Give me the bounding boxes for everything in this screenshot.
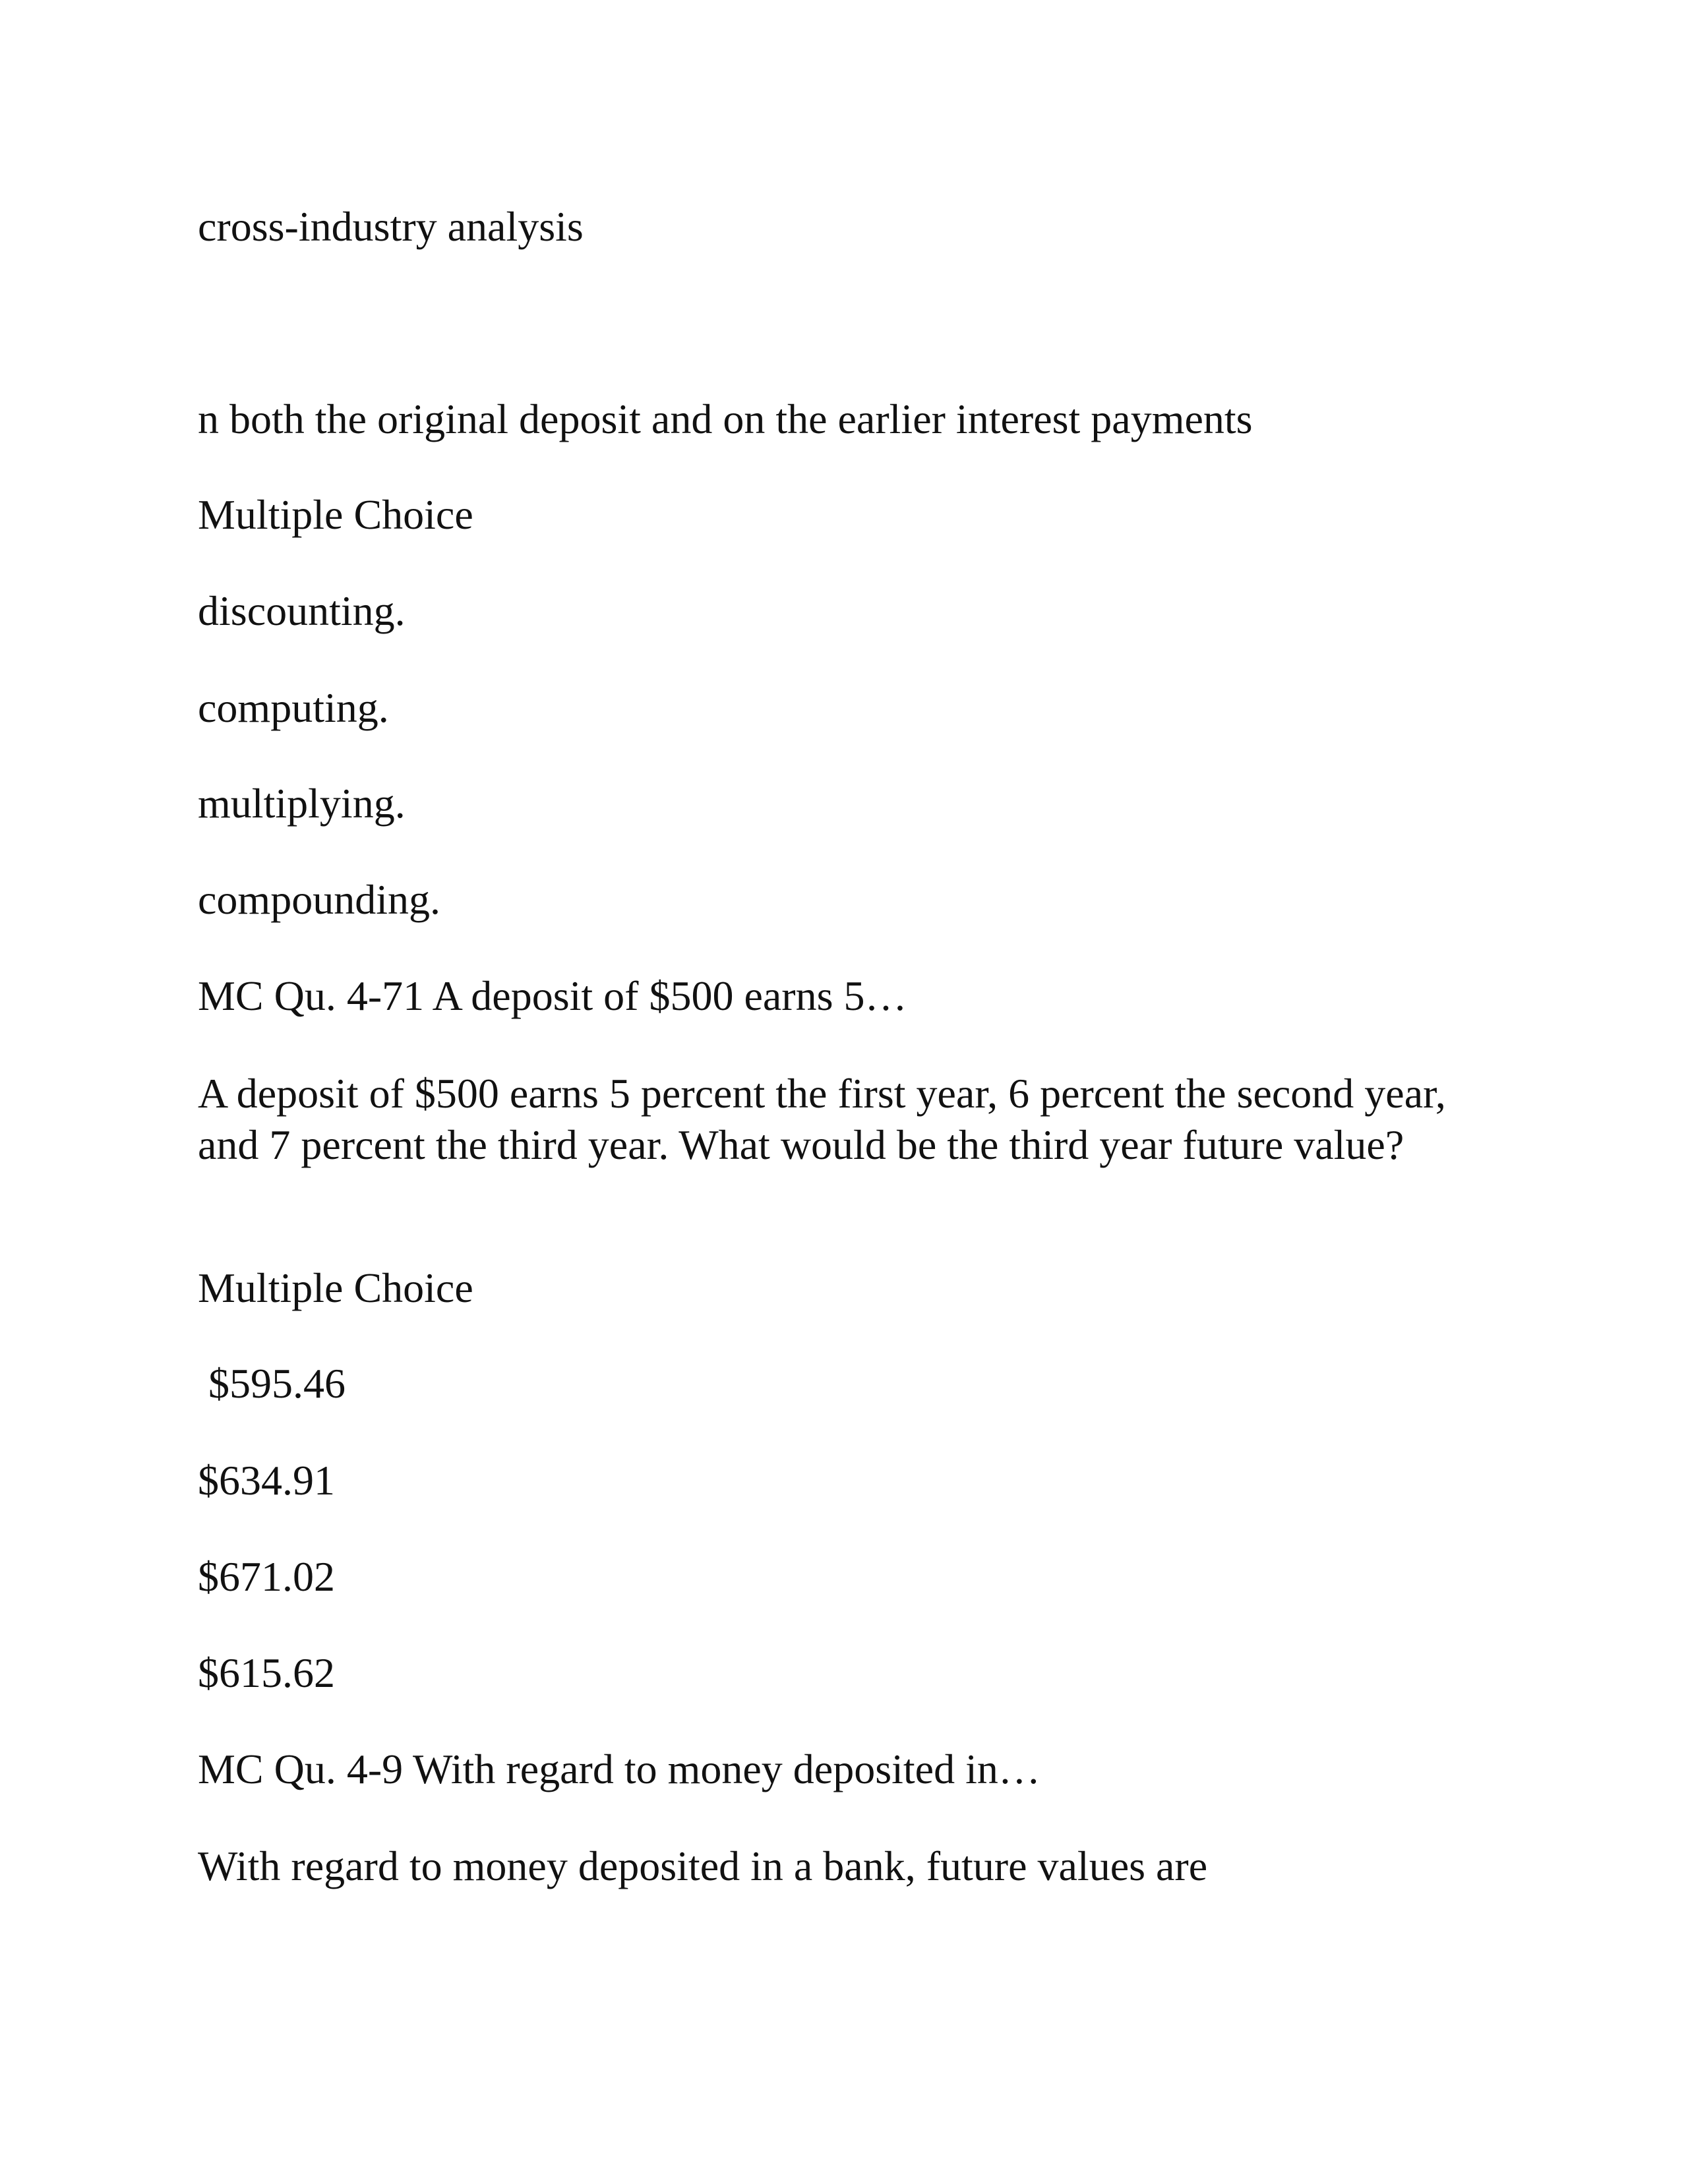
answer-option: compounding. bbox=[198, 876, 440, 923]
answer-option: discounting. bbox=[198, 587, 406, 634]
question-type-label: Multiple Choice bbox=[198, 491, 473, 538]
question-prompt: With regard to money deposited in a bank, future values are bbox=[198, 1843, 1208, 1889]
question-title: MC Qu. 4-9 With regard to money deposited in… bbox=[198, 1746, 1040, 1792]
answer-option: $634.91 bbox=[198, 1457, 335, 1504]
answer-option: computing. bbox=[198, 684, 389, 731]
continuation-fragment-text: n both the original deposit and on the earlier interest payments bbox=[198, 396, 1253, 442]
answer-option: $671.02 bbox=[198, 1553, 335, 1600]
question-prompt: A deposit of $500 earns 5 percent the first year, 6 percent the second year, and 7 percent the third year. What would be the third year future value? bbox=[198, 1070, 1446, 1168]
top-fragment-text: cross-industry analysis bbox=[198, 203, 584, 250]
answer-option: multiplying. bbox=[198, 780, 406, 827]
answer-option: $615.62 bbox=[198, 1649, 335, 1696]
question-type-label: Multiple Choice bbox=[198, 1264, 473, 1311]
answer-option: $595.46 bbox=[198, 1360, 346, 1407]
question-title: MC Qu. 4-71 A deposit of $500 earns 5… bbox=[198, 972, 907, 1019]
